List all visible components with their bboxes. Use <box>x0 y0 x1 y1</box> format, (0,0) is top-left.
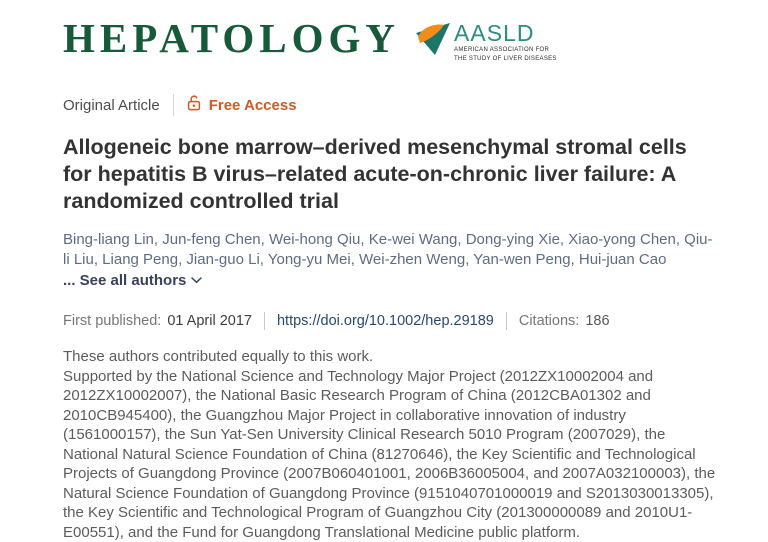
aasld-text <box>454 21 557 63</box>
author-names[interactable]: Bing-liang Lin, Jun-feng Chen, Wei-hong Qiu, Ke-wei Wang, Dong-ying Xie, Xiao-yong Chen, Qiu-li Liu, Liang Peng, Jian-guo Li, Yong-yu Mei, Wei-zhen Weng, Yan-wen Peng, Hui-juan Cao <box>63 231 713 268</box>
see-all-authors-button[interactable] <box>63 272 202 289</box>
citations-count: 186 <box>585 313 609 329</box>
article-type-row <box>63 94 716 116</box>
free-access-label: Free Access <box>209 97 297 114</box>
funding-note: Supported by the National Science and Technology Major Project (2012ZX10002004 and 2012ZX10002007), the National Basic Research Program of China (2012CBA01302 and 2010CB945400), the Guangzhou Major Project in collaborative innovation of industry (1561000157), the Sun Yat-Sen University Clinical Research 5010 Program (2007029), the National Natural Science Foundation of China (81270646), the Key Scientific and Technological Projects of Guangdong Province (2007B060401001, 2006B36005004, and 2007A032100003), the Natural Science Foundation of Guangdong Province (9151040701000019 and S2013030013305), the Key Scientific and Technological Program of Guangzhou City (201300000089 and 2010U1-E00551), and the Fund for Guangdong Translational Medicine public platform. <box>63 367 716 542</box>
aasld-tagline-line1: AMERICAN ASSOCIATION FOR <box>454 47 557 54</box>
open-lock-icon <box>187 95 201 116</box>
authors-line <box>63 230 716 291</box>
aasld-tagline-line2: THE STUDY OF LIVER DISEASES <box>454 56 557 63</box>
citations-label: Citations: <box>519 313 579 329</box>
article-title: Allogeneic bone marrow–derived mesenchymal stromal cells for hepatitis B virus–related acute-on-chronic liver failure: A randomized controlled trial <box>63 134 716 215</box>
divider <box>506 312 507 330</box>
aasld-leaf-icon <box>414 21 451 62</box>
article-type-label: Original Article <box>63 97 160 114</box>
aasld-acronym: AASLD <box>454 21 557 45</box>
first-published-label: First published: <box>63 313 161 329</box>
article-meta-row <box>63 312 716 330</box>
equal-contribution-note: These authors contributed equally to this work. <box>63 347 716 367</box>
divider <box>173 94 174 116</box>
chevron-down-icon <box>191 270 202 290</box>
article-notes <box>63 347 716 542</box>
journal-logo[interactable]: HEPATOLOGY <box>63 16 400 60</box>
aasld-logo[interactable] <box>414 21 557 63</box>
first-published-date: 01 April 2017 <box>167 313 252 329</box>
see-all-authors-label: ... See all authors <box>63 272 186 289</box>
doi-link[interactable]: https://doi.org/10.1002/hep.29189 <box>277 313 494 329</box>
masthead <box>63 16 716 63</box>
access-badge <box>187 95 297 116</box>
divider <box>264 312 265 330</box>
